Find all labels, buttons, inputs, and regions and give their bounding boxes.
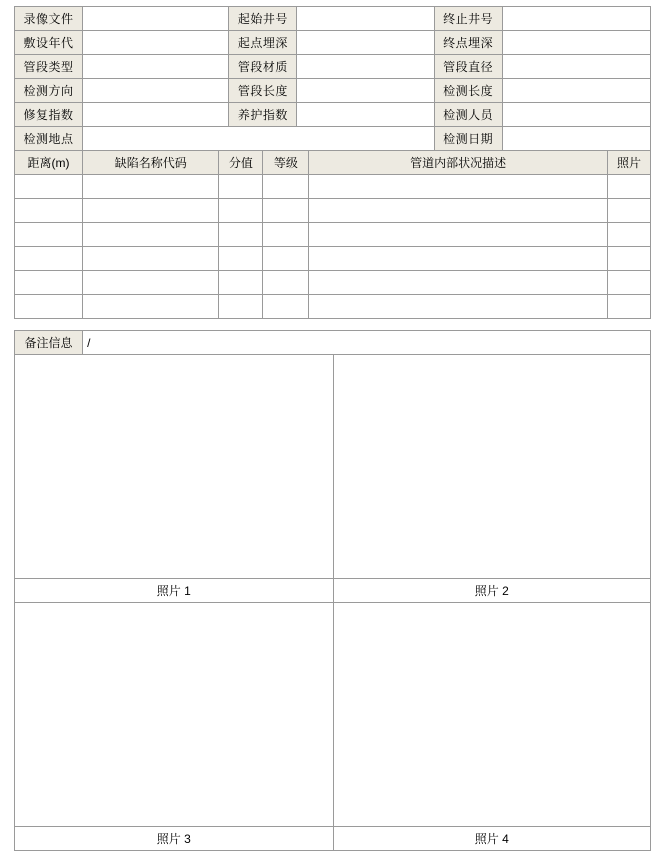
cell-description[interactable] (309, 199, 607, 223)
cell-grade[interactable] (263, 223, 309, 247)
label-start-depth: 起点埋深 (229, 31, 297, 55)
value-pipe-diameter[interactable] (502, 55, 650, 79)
photo-slot-2[interactable] (333, 355, 651, 579)
cell-score[interactable] (219, 295, 263, 319)
remark-row (15, 331, 651, 355)
value-pipe-material[interactable] (297, 55, 434, 79)
cell-grade[interactable] (263, 271, 309, 295)
cell-score[interactable] (219, 247, 263, 271)
column-header-distance: 距离(m) (15, 151, 83, 175)
remark-table (14, 330, 651, 355)
cell-score[interactable] (219, 175, 263, 199)
cell-score[interactable] (219, 199, 263, 223)
label-start-manhole: 起始井号 (229, 7, 297, 31)
cell-description[interactable] (309, 271, 607, 295)
info-row (15, 127, 651, 151)
label-video-file: 录像文件 (15, 7, 83, 31)
value-start-depth[interactable] (297, 31, 434, 55)
label-repair-index: 修复指数 (15, 103, 83, 127)
value-pipe-type[interactable] (83, 55, 229, 79)
photo-slot-3[interactable] (15, 603, 334, 827)
cell-grade[interactable] (263, 175, 309, 199)
label-end-depth: 终点埋深 (434, 31, 502, 55)
label-inspection-location: 检测地点 (15, 127, 83, 151)
table-row (15, 223, 651, 247)
cell-distance[interactable] (15, 223, 83, 247)
cell-description[interactable] (309, 175, 607, 199)
label-remark: 备注信息 (15, 331, 83, 355)
cell-description[interactable] (309, 223, 607, 247)
value-inspection-length[interactable] (502, 79, 650, 103)
value-inspection-direction[interactable] (83, 79, 229, 103)
cell-description[interactable] (309, 247, 607, 271)
cell-score[interactable] (219, 271, 263, 295)
label-pipe-diameter: 管段直径 (434, 55, 502, 79)
value-end-manhole[interactable] (502, 7, 650, 31)
label-pipe-material: 管段材质 (229, 55, 297, 79)
value-end-depth[interactable] (502, 31, 650, 55)
cell-photo[interactable] (607, 199, 650, 223)
label-inspection-direction: 检测方向 (15, 79, 83, 103)
cell-defect-code[interactable] (83, 223, 219, 247)
cell-score[interactable] (219, 223, 263, 247)
photo-caption-1: 照片 1 (15, 579, 334, 603)
cell-defect-code[interactable] (83, 295, 219, 319)
cell-photo[interactable] (607, 223, 650, 247)
column-header-description: 管道内部状况描述 (309, 151, 607, 175)
column-header-score: 分值 (219, 151, 263, 175)
label-pipe-type: 管段类型 (15, 55, 83, 79)
value-pipe-length[interactable] (297, 79, 434, 103)
info-row (15, 31, 651, 55)
cell-photo[interactable] (607, 247, 650, 271)
cell-distance[interactable] (15, 295, 83, 319)
info-row (15, 55, 651, 79)
cell-defect-code[interactable] (83, 247, 219, 271)
photo-slot-4[interactable] (333, 603, 651, 827)
defect-table-header-row (15, 151, 651, 175)
photo-caption-row (15, 579, 651, 603)
cell-photo[interactable] (607, 175, 650, 199)
label-pipe-length: 管段长度 (229, 79, 297, 103)
cell-grade[interactable] (263, 295, 309, 319)
photo-image-row (15, 355, 651, 579)
value-start-manhole[interactable] (297, 7, 434, 31)
photo-caption-3: 照片 3 (15, 827, 334, 851)
cell-photo[interactable] (607, 271, 650, 295)
cell-defect-code[interactable] (83, 175, 219, 199)
table-row (15, 271, 651, 295)
cell-grade[interactable] (263, 199, 309, 223)
label-inspector: 检测人员 (434, 103, 502, 127)
label-laying-year: 敷设年代 (15, 31, 83, 55)
value-inspector[interactable] (502, 103, 650, 127)
pipe-info-table (14, 6, 651, 151)
label-end-manhole: 终止井号 (434, 7, 502, 31)
label-inspection-length: 检测长度 (434, 79, 502, 103)
label-inspection-date: 检测日期 (434, 127, 502, 151)
table-row (15, 247, 651, 271)
value-repair-index[interactable] (83, 103, 229, 127)
value-inspection-location[interactable] (83, 127, 435, 151)
photo-caption-4: 照片 4 (333, 827, 651, 851)
cell-distance[interactable] (15, 271, 83, 295)
value-laying-year[interactable] (83, 31, 229, 55)
cell-description[interactable] (309, 295, 607, 319)
defect-table (14, 150, 651, 319)
cell-defect-code[interactable] (83, 199, 219, 223)
cell-photo[interactable] (607, 295, 650, 319)
photo-image-row (15, 603, 651, 827)
photo-grid (14, 354, 651, 851)
cell-defect-code[interactable] (83, 271, 219, 295)
column-header-photo: 照片 (607, 151, 650, 175)
info-row (15, 7, 651, 31)
cell-grade[interactable] (263, 247, 309, 271)
value-remark[interactable]: / (83, 331, 651, 355)
photo-caption-2: 照片 2 (333, 579, 651, 603)
cell-distance[interactable] (15, 199, 83, 223)
info-row (15, 103, 651, 127)
cell-distance[interactable] (15, 175, 83, 199)
photo-slot-1[interactable] (15, 355, 334, 579)
value-maintenance-index[interactable] (297, 103, 434, 127)
cell-distance[interactable] (15, 247, 83, 271)
info-row (15, 79, 651, 103)
table-row (15, 199, 651, 223)
column-header-defect-code: 缺陷名称代码 (83, 151, 219, 175)
label-maintenance-index: 养护指数 (229, 103, 297, 127)
table-row (15, 295, 651, 319)
column-header-grade: 等级 (263, 151, 309, 175)
table-row (15, 175, 651, 199)
value-video-file[interactable] (83, 7, 229, 31)
value-inspection-date[interactable] (502, 127, 650, 151)
